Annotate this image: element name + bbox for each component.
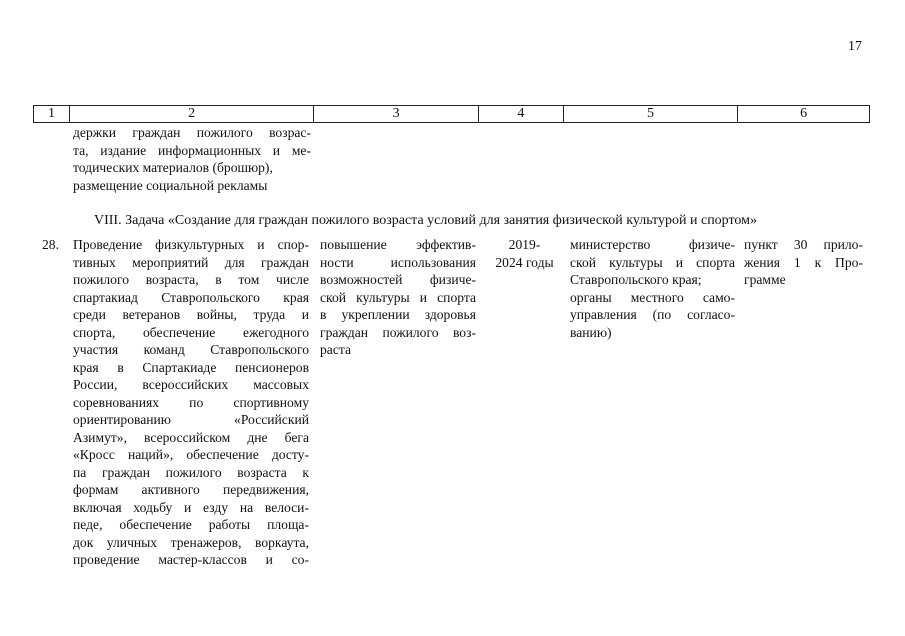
result-line: раста xyxy=(320,342,352,357)
section-title: VIII. Задача «Создание для граждан пожилого возраста условий для занятия физической культурой и спортом» xyxy=(94,213,758,228)
result-line: в укреплении здоровья xyxy=(320,307,476,322)
activity-line: тивных мероприятий для граждан xyxy=(73,254,309,270)
row-28-activity xyxy=(73,236,309,569)
responsible-line: ванию) xyxy=(570,324,612,340)
activity-line: проведение мастер-классов и со- xyxy=(73,552,309,567)
activity-line: России, всероссийских массовых xyxy=(73,377,309,392)
result-line: возможностей физиче- xyxy=(320,272,476,287)
header-col-2: 2 xyxy=(70,106,314,122)
period-line: 2024 годы xyxy=(495,254,554,270)
responsible-line: Ставропольского края; xyxy=(570,272,702,287)
row-28-reference xyxy=(744,236,863,289)
result-line: повышение эффектив- xyxy=(320,237,476,252)
responsible-line: управления (по согласо- xyxy=(570,307,735,322)
activity-line: «Кросс наций», обеспечение досту- xyxy=(73,447,309,462)
prev-row-line: размещение социальной рекламы xyxy=(73,177,268,193)
header-col-6: 6 xyxy=(800,106,808,121)
page-number: 17 xyxy=(848,39,862,54)
result-line: ности использования xyxy=(320,254,476,270)
header-col-4: 4 xyxy=(479,106,564,122)
activity-line: включая ходьбу и езду на велоси- xyxy=(73,499,309,515)
activity-line: соревнованиях по спортивному xyxy=(73,394,309,410)
activity-line: спартакиад Ставропольского края xyxy=(73,289,309,305)
row-28-result xyxy=(320,236,476,359)
activity-line: ориентированию «Российский xyxy=(73,412,309,427)
activity-line: пожилого возраста, в том числе xyxy=(73,272,309,287)
row-28-responsible xyxy=(570,236,735,341)
header-col-3: 3 xyxy=(314,106,479,122)
prev-row-line: держки граждан пожилого возрас- xyxy=(73,125,311,140)
activity-line: участия команд Ставропольского xyxy=(73,342,309,357)
prev-row-line: тодических материалов (брошюр), xyxy=(73,160,273,175)
prev-row-line: та, издание информационных и ме- xyxy=(73,142,311,158)
result-line: граждан пожилого воз- xyxy=(320,324,476,340)
reference-line: грамме xyxy=(744,272,786,287)
activity-line: края в Спартакиаде пенсионеров xyxy=(73,359,309,375)
reference-line: жения 1 к Про- xyxy=(744,254,863,270)
reference-line: пункт 30 прило- xyxy=(744,237,863,252)
result-line: ской культуры и спорта xyxy=(320,289,476,305)
activity-line: Азимут», всероссийском дне бега xyxy=(73,429,309,445)
period-line: 2019- xyxy=(508,237,541,252)
header-col-1: 1 xyxy=(34,106,70,122)
activity-line: спорта, обеспечение ежегодного xyxy=(73,324,309,340)
responsible-line: органы местного само- xyxy=(570,289,735,305)
responsible-line: ской культуры и спорта xyxy=(570,254,735,270)
row-number: 28. xyxy=(42,237,59,252)
responsible-line: министерство физиче- xyxy=(570,237,735,252)
table-header-row xyxy=(33,105,870,123)
activity-line: среди ветеранов войны, труда и xyxy=(73,307,309,322)
activity-line: Проведение физкультурных и спор- xyxy=(73,237,309,252)
activity-line: док уличных тренажеров, воркаута, xyxy=(73,534,309,550)
row-28-period xyxy=(487,236,562,271)
activity-line: формам активного передвижения, xyxy=(73,482,309,497)
prev-row-description xyxy=(73,124,311,194)
header-col-5: 5 xyxy=(564,106,739,122)
activity-line: па граждан пожилого возраста к xyxy=(73,464,309,480)
activity-line: педе, обеспечение работы площа- xyxy=(73,517,309,532)
